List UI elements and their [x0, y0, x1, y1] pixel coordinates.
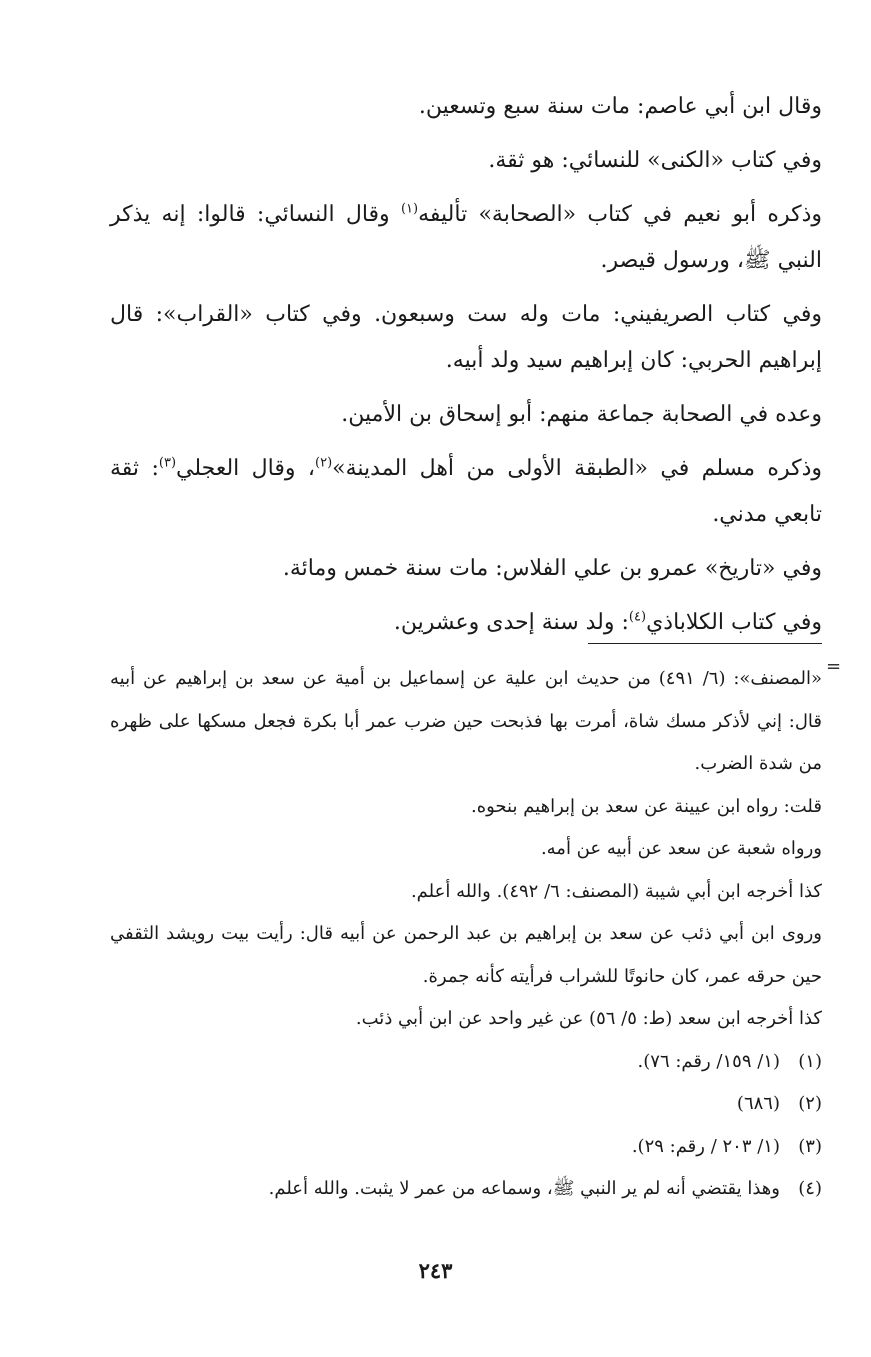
paragraph: وفي كتاب الصريفيني: مات وله ست وسبعون. وفي كتاب «القراب»: قال إبراهيم الحربي: كان إبراهيم سيد ولد أبيه. — [110, 302, 822, 373]
paragraph: وفي «تاريخ» عمرو بن علي الفلاس: مات سنة خمس ومائة. — [282, 556, 822, 581]
footnote-text: (١/ ١٥٩/ رقم: ٧٦). — [637, 1050, 780, 1072]
footnote-number: (١) — [798, 1050, 822, 1072]
paragraph: وفي كتاب الكلاباذي$^{(٤)}$: ولد سنة إحدى وعشرين. — [393, 609, 822, 635]
footnote-2 — [110, 1083, 822, 1126]
footnote-ref[interactable]: (٢) — [315, 455, 333, 471]
footnote-1 — [110, 1041, 822, 1084]
paragraph: وذكره أبو نعيم في كتاب «الصحابة» تأليفه$^{(١)}$ وقال النسائي: قالوا: إنه يذكر النبي ﷺ، ورسول قيصر. — [110, 201, 822, 273]
footnote-number: (٣) — [798, 1135, 822, 1157]
footnote-ref[interactable]: (٣) — [158, 455, 177, 471]
footnote-ref[interactable]: (٤) — [628, 609, 647, 625]
footnote-ref[interactable]: (١) — [400, 201, 419, 217]
footnotes-area — [110, 658, 822, 1211]
note-continued: «المصنف»: (٦/ ٤٩١) من حديث ابن علية عن إسماعيل بن أمية عن سعد بن إبراهيم عن أبيه قال: إني لأذكر مسك شاة، أمرت بها فذبحت حين ضرب عمر أبا بكرة فجعل مسكها على ظهره من شدة الضرب. — [110, 668, 822, 774]
paragraph: وفي كتاب «الكنى» للنسائي: هو ثقة. — [488, 148, 822, 173]
continuation-mark: = — [826, 656, 842, 677]
note-line: قلت: رواه ابن عيينة عن سعد بن إبراهيم بنحوه. — [470, 795, 822, 817]
footnote-3 — [110, 1126, 822, 1169]
footnote-number: (٢) — [798, 1093, 822, 1114]
main-text — [110, 84, 822, 654]
note-line: ورواه شعبة عن سعد عن أبيه عن أمه. — [540, 838, 822, 859]
footnote-text: وهذا يقتضي أنه لم ير النبي ﷺ، وسماعه من عمر لا يثبت. والله أعلم. — [268, 1178, 780, 1199]
note-line: وروى ابن أبي ذئب عن سعد بن إبراهيم بن عبد الرحمن عن أبيه قال: رأيت بيت رويشد الثقفي حين حرقه عمر، كان حانوتًا للشراب فرأيته كأنه جمرة. — [110, 923, 822, 987]
note-line: كذا أخرجه ابن سعد (ط: ٥/ ٥٦) عن غير واحد عن ابن أبي ذئب. — [355, 1008, 822, 1029]
footnote-number: (٤) — [798, 1178, 822, 1199]
footnote-separator — [588, 643, 822, 644]
page-number: ٢٤٣ — [418, 1258, 453, 1283]
paragraph: وعده في الصحابة جماعة منهم: أبو إسحاق بن الأمين. — [341, 402, 822, 427]
note-line: كذا أخرجه ابن أبي شيبة (المصنف: ٦/ ٤٩٢). والله أعلم. — [410, 880, 822, 902]
footnote-text: (١/ ٢٠٣ / رقم: ٢٩). — [631, 1135, 780, 1157]
footnote-4 — [110, 1168, 822, 1211]
paragraph: وقال ابن أبي عاصم: مات سنة سبع وتسعين. — [418, 94, 822, 119]
footnote-text: (٦٨٦) — [736, 1093, 780, 1114]
paragraph: وذكره مسلم في «الطبقة الأولى من أهل المدينة»$^{(٢)}$، وقال العجلي$^{(٣)}$: ثقة تابعي مدني. — [110, 455, 822, 527]
